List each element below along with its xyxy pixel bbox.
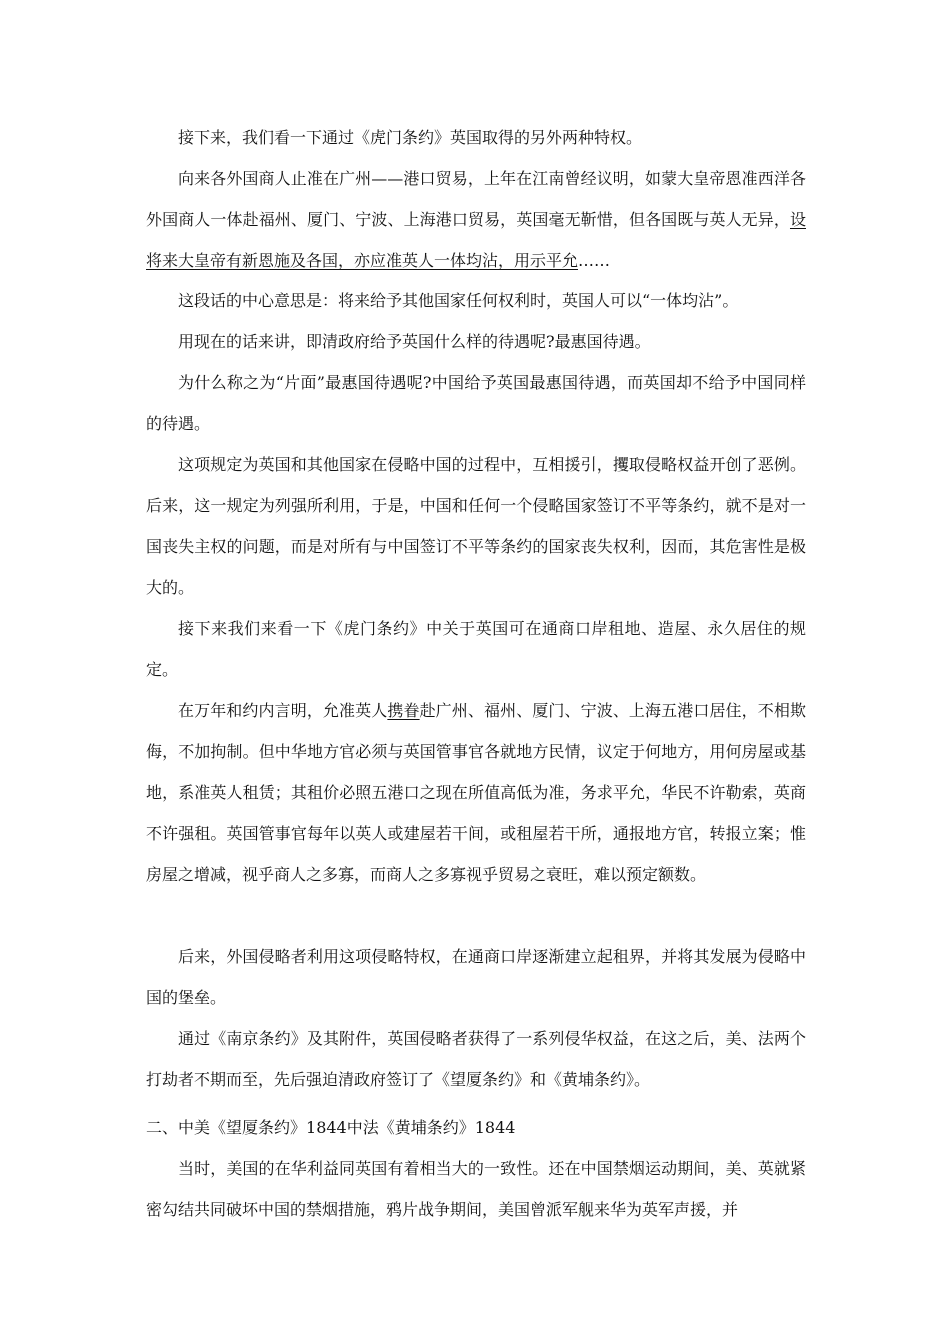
paragraph-tiger-gate-privileges: 接下来，我们看一下通过《虎门条约》英国取得的另外两种特权。 bbox=[178, 128, 643, 147]
heading-year-1: 1844 bbox=[306, 1118, 347, 1137]
paragraph-residence-quote: 在万年和约内言明，允准英人携眷赴广州、福州、厦门、宁波、上海五港口居住，不相欺侮，不加拘制。但中华地方官必须与英国管事官各就地方民情，议定于何地方，用何房屋或基地，系准英人租赁；其租价必照五港口之现在所值高低为准，务求平允，华民不许勒索，英商不许强租。英国管事官每年以英人或建屋若干间，或租屋若干所，通报地方官，转报立案；惟房屋之增减，视乎商人之多寡，而商人之多寡视乎贸易之衰旺，难以预定额数。 bbox=[146, 701, 806, 884]
quote-text: 向来各外国商人止准在广州——港口贸易，上年在江南曾经议明，如蒙大皇帝恩准西洋各外国商人一体赴福州、厦门、宁波、上海港口贸易，英国毫无靳惜，但各国既与英人无异， bbox=[146, 169, 806, 229]
paragraph-mfn-question: 用现在的话来讲，即清政府给予英国什么样的待遇呢?最惠国待遇。 bbox=[178, 332, 651, 351]
paragraph-nanjing-summary: 通过《南京条约》及其附件，英国侵略者获得了一系列侵华权益，在这之后，美、法两个打劫者不期而至，先后强迫清政府签订了《望厦条约》和《黄埔条约》。 bbox=[146, 1029, 806, 1089]
ellipsis: …… bbox=[578, 251, 611, 270]
underlined-term: 携眷 bbox=[387, 701, 420, 720]
underlined-quote: 设将来大皇帝有新恩施及各国，亦应准英人一体均沾，用示平允 bbox=[146, 210, 806, 270]
heading-wangxia: 二、中美《望厦条约》 bbox=[146, 1118, 307, 1137]
paragraph-treaty-quote bbox=[146, 158, 806, 281]
heading-year-2: 1844 bbox=[474, 1118, 516, 1137]
paragraph-us-interests: 当时，美国的在华利益同英国有着相当大的一致性。还在中国禁烟运动期间，美、英就紧密勾结共同破坏中国的禁烟措施，鸦片战争期间，美国曾派军舰来华为英军声援，并 bbox=[146, 1159, 806, 1219]
paragraph-residence-provision: 接下来我们来看一下《虎门条约》中关于英国可在通商口岸租地、造屋、永久居住的规定。 bbox=[146, 619, 806, 679]
paragraph-central-meaning: 这段话的中心意思是：将来给予其他国家任何权利时，英国人可以“一体均沾”。 bbox=[178, 291, 739, 310]
paragraph-precedent: 这项规定为英国和其他国家在侵略中国的过程中，互相援引，攫取侵略权益开创了恶例。后来，这一规定为列强所利用，于是，中国和任何一个侵略国家签订不平等条约，就不是对一国丧失主权的问题，而是对所有与中国签订不平等条约的国家丧失权利，因而，其危害性是极大的。 bbox=[146, 455, 806, 597]
paragraph-concessions: 后来，外国侵略者利用这项侵略特权，在通商口岸逐渐建立起租界，并将其发展为侵略中国的堡垒。 bbox=[146, 947, 806, 1007]
paragraph-unilateral-mfn: 为什么称之为“片面”最惠国待遇呢?中国给予英国最惠国待遇，而英国却不给予中国同样的待遇。 bbox=[146, 373, 806, 433]
section-heading bbox=[146, 1107, 806, 1148]
heading-whampoa: 中法《黄埔条约》 bbox=[346, 1118, 475, 1137]
